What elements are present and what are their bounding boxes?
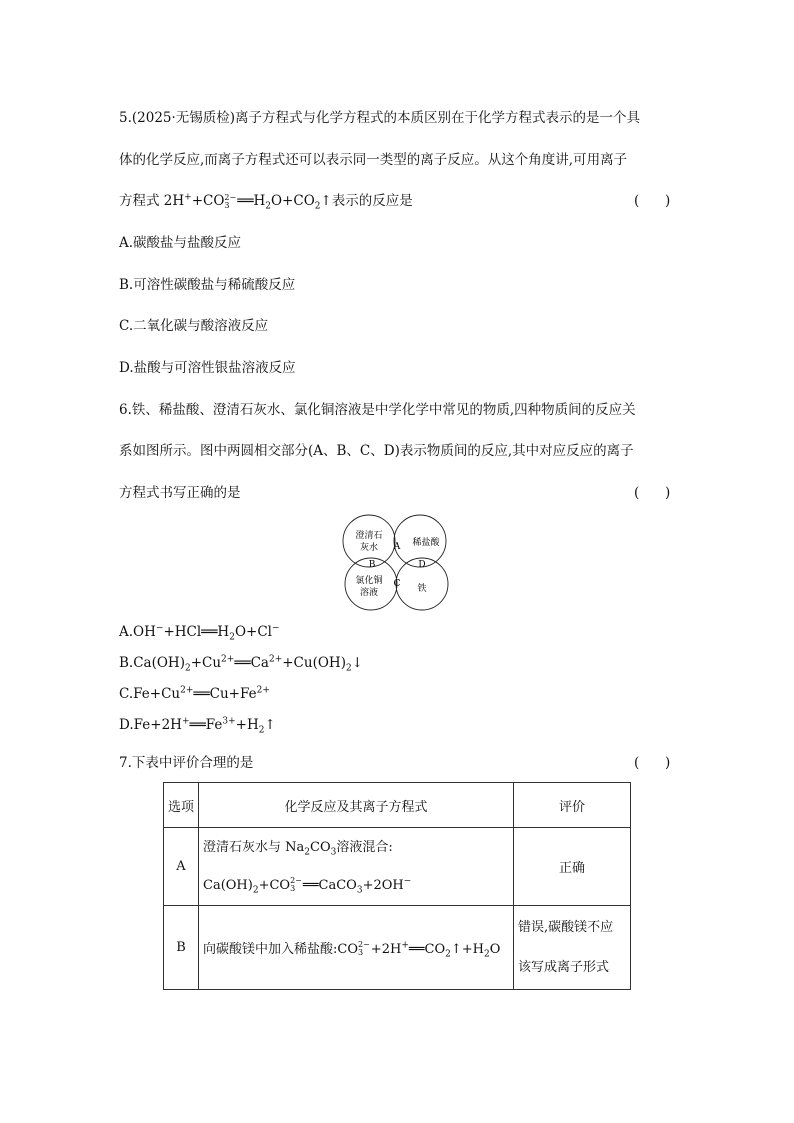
header-evaluation: 评价 — [514, 783, 631, 828]
region-d: D — [418, 560, 426, 570]
row-b-option: B — [164, 906, 199, 990]
table-row — [164, 828, 631, 906]
region-a: A — [393, 542, 401, 552]
carbonate-charge: 2− 3 — [224, 192, 237, 210]
q7-answer-blank: ( ) — [634, 755, 671, 771]
row-b-eval-line-1: 错误,碳酸镁不应 — [518, 919, 614, 935]
q6-option-d: $D.Fe+2H^+══Fe^{3+}+H_2↑$ — [119, 716, 276, 736]
label-limewater-1: 澄清石 — [355, 531, 383, 541]
header-option: 选项 — [164, 783, 199, 828]
row-a-line-1: 澄清石灰水与 $Na_2CO_3$溶液混合: — [203, 839, 393, 858]
q5-line-2: 体的化学反应,而离子方程式还可以表示同一类型的离子反应。从这个角度讲,可用离子 — [119, 152, 628, 168]
label-copper-chloride-1: 氯化铜 — [355, 576, 383, 586]
row-a-line-2: $Ca(OH)_2+CO$ 2− 3 ══CaCO$_3$+2OH− — [203, 876, 412, 896]
q6-answer-blank: ( ) — [634, 485, 671, 501]
table-header-row — [164, 783, 631, 828]
table-row — [164, 906, 631, 990]
q5-option-b: B.可溶性碳酸盐与稀硫酸反应 — [119, 277, 296, 293]
q5-option-a: A.碳酸盐与盐酸反应 — [119, 235, 242, 251]
region-b: B — [368, 560, 376, 570]
label-iron: 铁 — [417, 584, 427, 594]
label-copper-chloride-2: 溶液 — [359, 588, 379, 598]
q5-answer-blank: ( ) — [634, 193, 671, 209]
q6-line-2: 系如图所示。图中两圆相交部分(A、B、C、D)表示物质间的反应,其中对应反应的离子 — [119, 443, 634, 459]
label-hydrochloric-acid: 稀盐酸 — [412, 538, 440, 548]
q5-line-3: 方程式 2H++CO 2− 3 $══H_2O+CO_2↑$表示的反应是 — [119, 192, 413, 212]
venn-diagram — [340, 514, 454, 614]
q5-option-c: C.二氧化碳与酸溶液反应 — [119, 318, 269, 334]
row-b-evaluation — [514, 906, 631, 990]
q6-option-a: $A.OH^-+HCl══H_2O+Cl^-$ — [119, 623, 280, 643]
row-b-reaction: 向碳酸镁中加入稀盐酸:CO 2− 3 $+2H^+══CO_2↑+H_2O$ — [199, 906, 514, 990]
q5-option-d: D.盐酸与可溶性银盐溶液反应 — [119, 360, 296, 376]
q6-option-c: $C.Fe+Cu^{2+}══Cu+Fe^{2+}$ — [119, 685, 270, 702]
evaluation-table — [163, 782, 631, 990]
q6-line-3: 方程式书写正确的是 — [119, 485, 241, 501]
row-b-eval-line-2: 该写成离子形式 — [518, 959, 610, 975]
q5-line-1: 5.(2025·无锡质检)离子方程式与化学方程式的本质区别在于化学方程式表示的是一个具 — [119, 110, 641, 126]
label-limewater-2: 灰水 — [359, 543, 379, 553]
q7-stem: 7.下表中评价合理的是 — [119, 755, 254, 771]
row-a-reaction — [199, 828, 514, 906]
q6-option-b: $B.Ca(OH)_2+Cu^{2+}══Ca^{2+}+Cu(OH)_2↓$ — [119, 654, 364, 674]
q6-line-1: 6.铁、稀盐酸、澄清石灰水、氯化铜溶液是中学化学中常见的物质,四种物质间的反应关 — [119, 402, 636, 418]
row-a-option: A — [164, 828, 199, 906]
row-a-evaluation: 正确 — [514, 828, 631, 906]
header-reaction: 化学反应及其离子方程式 — [199, 783, 514, 828]
region-c: C — [393, 579, 401, 589]
